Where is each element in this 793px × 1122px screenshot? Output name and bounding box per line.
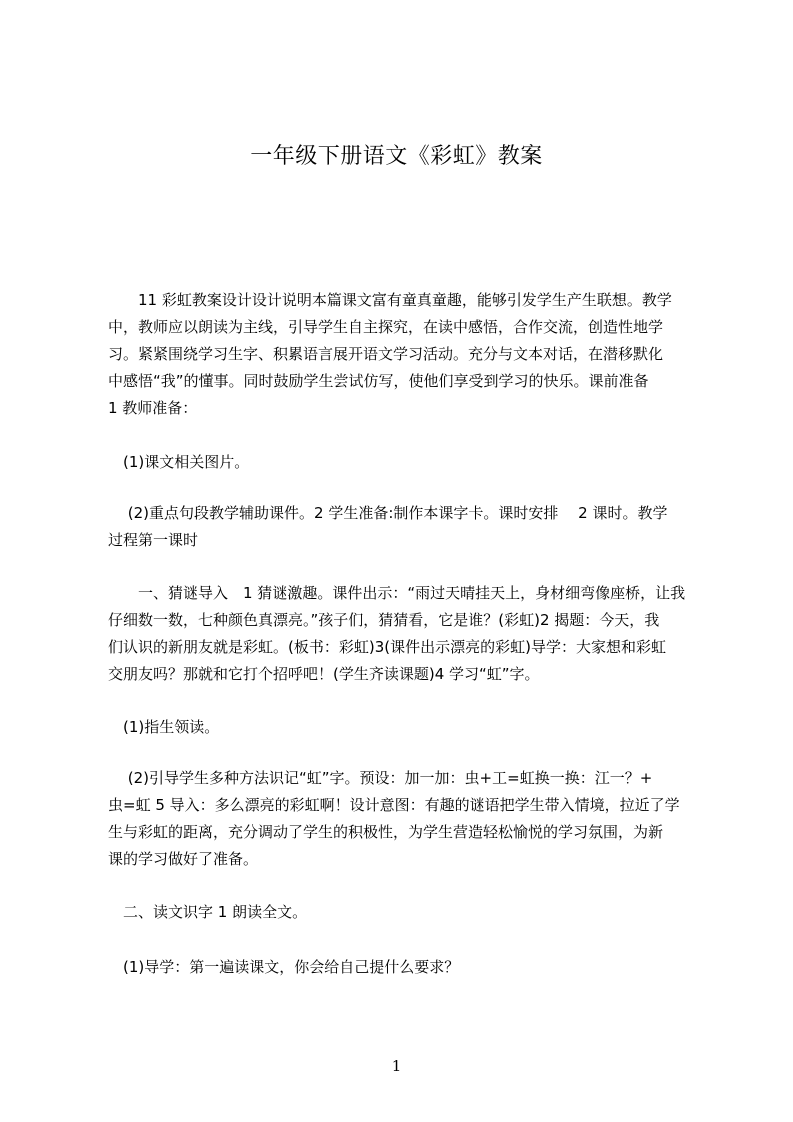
paragraph-line: (1)课文相关图片。	[108, 453, 250, 471]
paragraph-line: 过程第一课时	[108, 531, 199, 549]
paragraph-4	[108, 580, 702, 688]
paragraph-2	[108, 449, 702, 476]
paragraph-line: 交朋友吗？那就和它打个招呼吧！(学生齐读课题)4 学习“虹”字。	[108, 665, 540, 683]
page-number: 1	[391, 1057, 402, 1075]
paragraph-line: 仔细数一数，七种颜色真漂亮。”孩子们，猜猜看，它是谁？(彩虹)2 揭题：今天，我	[108, 611, 660, 629]
paragraph-5	[108, 714, 702, 741]
paragraph-line: (1)导学：第一遍读课文，你会给自己提什么要求？	[108, 958, 460, 976]
paragraph-line: 中感悟“我”的懂事。同时鼓励学生尝试仿写，使他们享受到学习的快乐。课前准备	[108, 372, 649, 390]
paragraph-8	[108, 954, 702, 981]
paragraph-line: (1)指生领读。	[108, 718, 220, 736]
paragraph-line: 课的学习做好了准备。	[108, 850, 259, 868]
paragraph-line: 11 彩虹教案设计设计说明本篇课文富有童真童趣，能够引发学生产生联想。教学	[108, 291, 672, 309]
document-title: 一年级下册语文《彩虹》教案	[250, 144, 543, 169]
paragraph-line: 习。紧紧围绕学习生字、积累语言展开语文学习活动。充分与文本对话，在潜移默化	[108, 345, 664, 363]
paragraph-line: 生与彩虹的距离，充分调动了学生的积极性，为学生营造轻松愉悦的学习氛围，为新	[108, 823, 664, 841]
paragraph-line: (2)重点句段教学辅助课件。2 学生准备:制作本课字卡。课时安排 2 课时。教学	[108, 504, 668, 522]
paragraph-line: 二、读文识字 1 朗读全文。	[108, 903, 308, 921]
paragraph-line: 虫=虹 5 导入：多么漂亮的彩虹啊！设计意图：有趣的谜语把学生带入情境，拉近了学	[108, 796, 680, 814]
paragraph-6	[108, 765, 702, 873]
paragraph-3	[108, 500, 702, 554]
paragraph-1	[108, 287, 702, 422]
paragraph-line: 中，教师应以朗读为主线，引导学生自主探究，在读中感悟，合作交流，创造性地学	[108, 318, 664, 336]
paragraph-line: (2)引导学生多种方法识记“虹”字。预设：加一加：虫+工=虹换一换：江一？+	[108, 769, 653, 787]
paragraph-7	[108, 899, 702, 926]
paragraph-line: 一、猜谜导入 1 猜谜激趣。课件出示：“雨过天晴挂天上，身材细弯像座桥，让我	[108, 584, 686, 602]
paragraph-line: 1 教师准备：	[108, 399, 198, 417]
paragraph-line: 们认识的新朋友就是彩虹。(板书：彩虹)3(课件出示漂亮的彩虹)导学：大家想和彩虹	[108, 638, 666, 656]
